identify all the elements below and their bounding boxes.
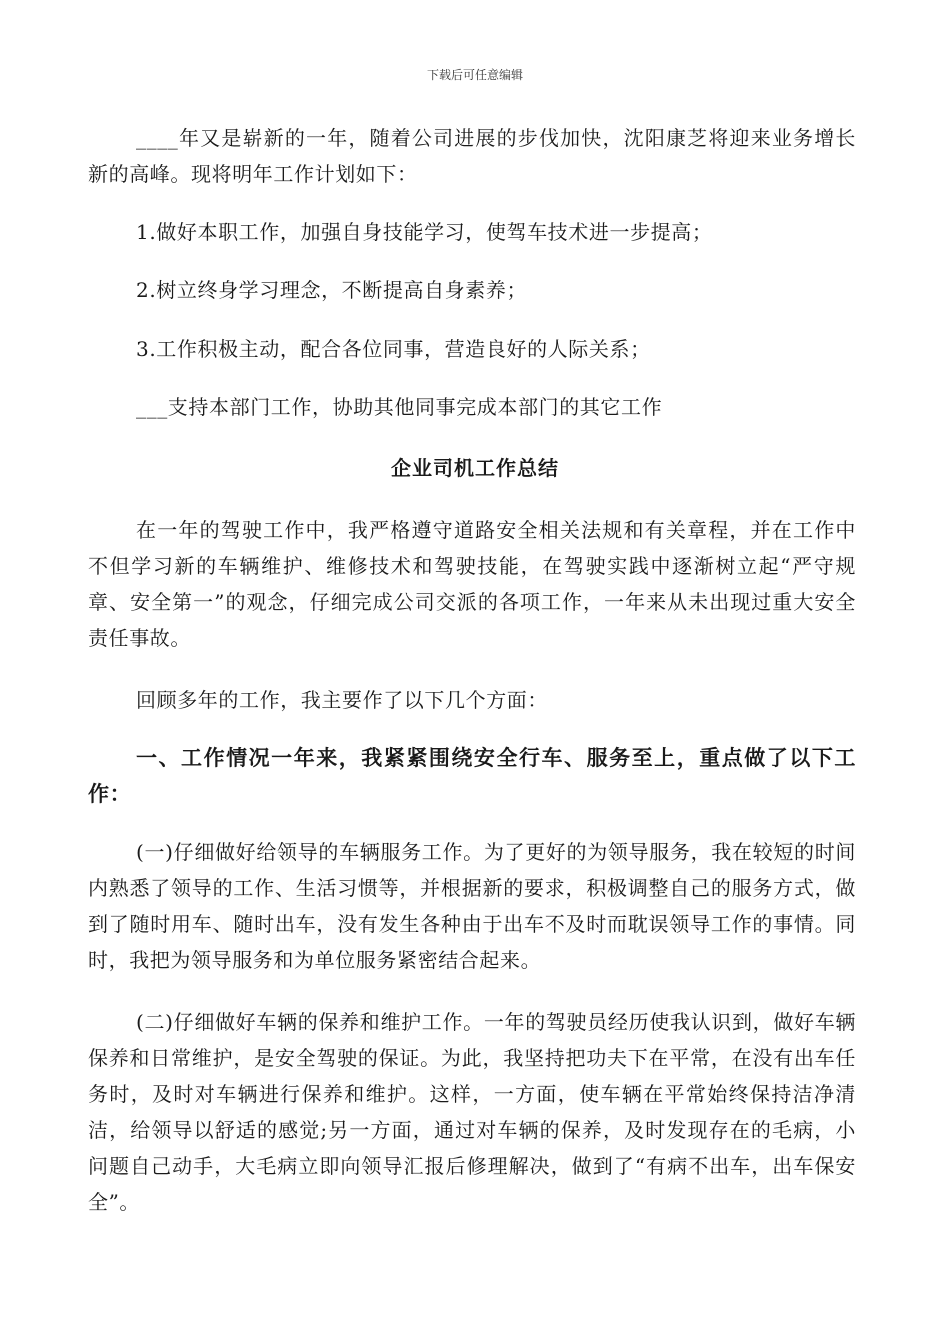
plan-item-3: 3.工作积极主动，配合各位同事，营造良好的人际关系； xyxy=(136,337,651,361)
summary-paragraph-4: (二)仔细做好车辆的保养和维护工作。一年的驾驶员经历使我认识到，做好车辆保养和日常维护，是安全驾驶的保证。为此，我坚持把功夫下在平常，在没有出车任务时，及时对车辆进行保养和维护。这样，一方面，使车辆在平常始终保持洁净清洁，给领导以舒适的感觉;另一方面，通过对车辆的保养，及时发现存在的毛病，小问题自己动手，大毛病立即向领导汇报后修理解决，做到了“有病不出车，出车保安全”。 xyxy=(88,1010,856,1214)
summary-paragraph-1: 在一年的驾驶工作中，我严格遵守道路安全相关法规和有关章程，并在工作中不但学习新的车辆维护、维修技术和驾驶技能，在驾驶实践中逐渐树立起“严守规章、安全第一”的观念，仔细完成公司交派的各项工作，一年来从未出现过重大安全责任事故。 xyxy=(88,518,856,650)
plan-item-2: 2.树立终身学习理念，不断提高自身素养； xyxy=(136,278,528,302)
summary-paragraph-3: (一)仔细做好给领导的车辆服务工作。为了更好的为领导服务，我在较短的时间内熟悉了领导的工作、生活习惯等，并根据新的要求，积极调整自己的服务方式，做到了随时用车、随时出车，没有发生各种由于出车不及时而耽误领导工作的事情。同时，我把为领导服务和为单位服务紧密结合起来。 xyxy=(88,840,856,972)
summary-paragraph-2: 回顾多年的工作，我主要作了以下几个方面： xyxy=(136,688,548,712)
page-header: 下载后可任意编辑 xyxy=(426,68,523,82)
summary-title: 企业司机工作总结 xyxy=(391,456,559,480)
plan-item-1: 1.做好本职工作，加强自身技能学习，使驾车技术进一步提高； xyxy=(136,220,713,244)
intro-paragraph: ____年又是崭新的一年，随着公司进展的步伐加快，沈阳康芝将迎来业务增长新的高峰。现将明年工作计划如下： xyxy=(88,126,856,186)
section-heading-1: 一、工作情况一年来，我紧紧围绕安全行车、服务至上，重点做了以下工作： xyxy=(88,745,856,806)
plan-item-4: ___支持本部门工作，协助其他同事完成本部门的其它工作 xyxy=(136,395,663,419)
